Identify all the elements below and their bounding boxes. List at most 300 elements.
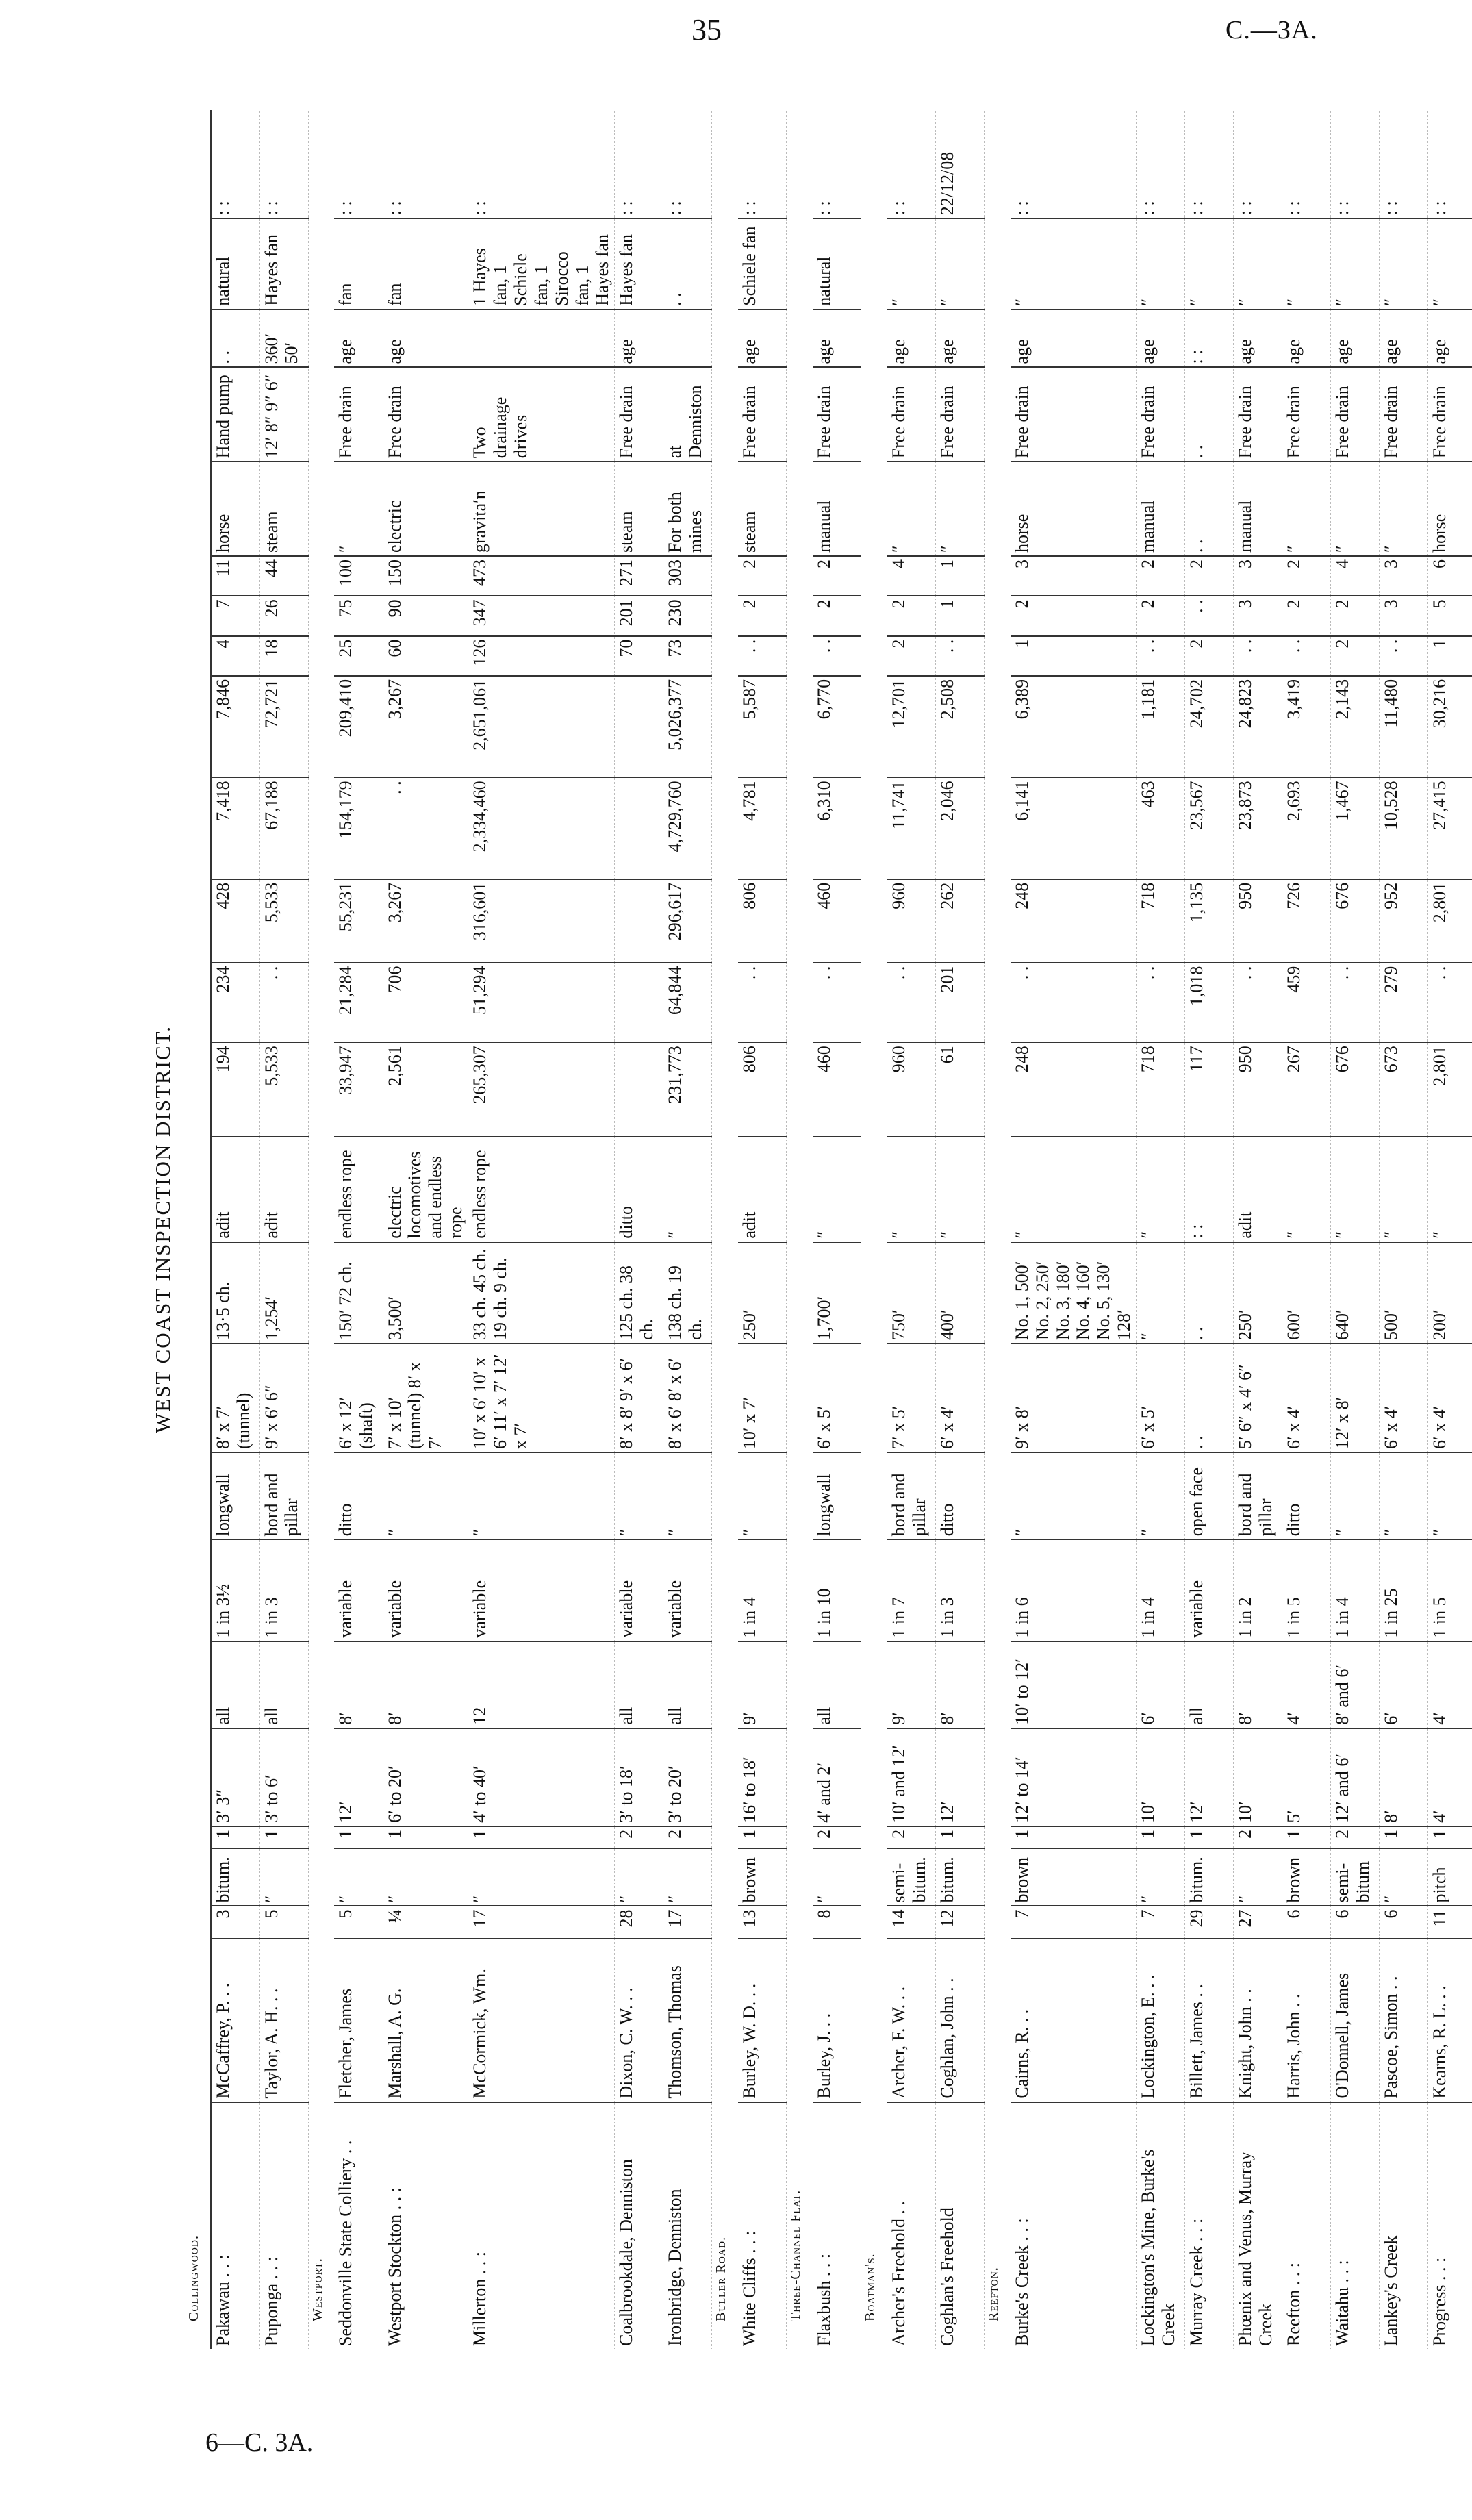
cell-distance: 500′ (1380, 1242, 1428, 1344)
cell-c3: 718 (1137, 879, 1185, 963)
cell-mine: Archer's Freehold . . (887, 2102, 936, 2349)
cell-d2: age (738, 310, 787, 368)
cell-owner: Dixon, C. W. . . (615, 1939, 663, 2102)
cell-worked: all (259, 1641, 308, 1728)
cell-worked: 8′ (383, 1641, 468, 1728)
cell-seams: 1 (1137, 1826, 1185, 1848)
cell-seams: 2 (887, 1826, 936, 1848)
cell-c6: . . (1380, 636, 1428, 676)
cell-c2: 1,018 (1185, 963, 1234, 1043)
cell-c8: 2 (1282, 556, 1331, 596)
cell-c8: 100 (334, 556, 383, 596)
cell-c6: . . (813, 636, 861, 676)
cell-remarks: : : (211, 110, 259, 218)
cell-worked: all (663, 1641, 712, 1728)
table-row (813, 110, 861, 2349)
cell-c2: 234 (211, 963, 259, 1043)
cell-c6: . . (1234, 636, 1282, 676)
cell-inclination: 1 in 5 (1282, 1539, 1331, 1641)
cell-c7: 90 (383, 596, 468, 635)
cell-distance: 200′ (1428, 1242, 1472, 1344)
cell-mine: Coghlan's Freehold (936, 2102, 985, 2349)
cell-inclination: variable (615, 1539, 663, 1641)
cell-power: ″ (1282, 462, 1331, 556)
cell-distance: ″ (1137, 1242, 1185, 1344)
cell-c1: 806 (738, 1042, 787, 1137)
cell-method: ditto (1282, 1452, 1331, 1539)
cell-owner: Harris, John . . (1282, 1939, 1331, 2102)
cell-c3: 806 (738, 879, 787, 963)
cell-c4: . . (383, 777, 468, 879)
cell-thickness: 10′ (1137, 1728, 1185, 1826)
cell-ventilation: ″ (887, 218, 936, 309)
cell-c5: 5,587 (738, 676, 787, 777)
cell-c4: 4,781 (738, 777, 787, 879)
cell-remarks: : : (1284, 201, 1304, 216)
table-row (1234, 110, 1282, 2349)
cell-thickness: 3′ to 18′ (615, 1728, 663, 1826)
cell-c6: 2 (1185, 636, 1234, 676)
cell-remarks: : : (1430, 201, 1450, 216)
cell-persons: 5 (334, 1906, 383, 1939)
cell-worked: all (813, 1641, 861, 1728)
cell-method: ″ (1137, 1452, 1185, 1539)
cell-c3: 428 (211, 879, 259, 963)
cell-c8: 303 (663, 556, 712, 596)
cell-method: ″ (738, 1452, 787, 1539)
cell-c8: 4 (1331, 556, 1380, 596)
cell-haulage: adit (211, 1137, 259, 1242)
cell-dims: 8′ x 6′ 8′ x 6′ (663, 1344, 712, 1452)
cell-owner: Marshall, A. G. (383, 1939, 468, 2102)
cell-mine: Ironbridge, Denniston (663, 2102, 712, 2349)
cell-persons: 17 (663, 1906, 712, 1939)
district-group-row (861, 110, 887, 2349)
cell-c1: 950 (1234, 1042, 1282, 1137)
cell-c2: . . (1137, 963, 1185, 1043)
cell-drainage: Free drain (1428, 367, 1472, 462)
cell-c3: 316,601 (468, 879, 615, 963)
cell-c8: 3 (1234, 556, 1282, 596)
cell-seams: 1 (1380, 1826, 1428, 1848)
cell-mine: Progress . . : (1428, 2102, 1472, 2349)
cell-thickness: 16′ to 18′ (738, 1728, 787, 1826)
cell-c1: 2,801 (1428, 1042, 1472, 1137)
cell-c4: 2,693 (1282, 777, 1331, 879)
cell-dims: 9′ x 6′ 6″ (259, 1344, 308, 1452)
cell-persons: 5 (259, 1906, 308, 1939)
cell-method: ″ (615, 1452, 663, 1539)
cell-method: bord and pillar (259, 1452, 308, 1539)
cell-thickness: 5′ (1282, 1728, 1331, 1826)
cell-c7: 75 (334, 596, 383, 635)
cell-inclination: 1 in 2 (1234, 1539, 1282, 1641)
cell-c4: 10,528 (1380, 777, 1428, 879)
cell-c4 (615, 777, 663, 879)
cell-c2: 64,844 (663, 963, 712, 1043)
table-row (1380, 110, 1428, 2349)
cell-c2: . . (1234, 963, 1282, 1043)
table-row (1282, 110, 1331, 2349)
cell-method: open face (1185, 1452, 1234, 1539)
cell-c8: 6 (1428, 556, 1472, 596)
cell-kind: ″ (334, 1848, 383, 1906)
cell-c8: 271 (615, 556, 663, 596)
cell-method: longwall (813, 1452, 861, 1539)
cell-c7: 2 (1331, 596, 1380, 635)
mines-table (185, 110, 1472, 2349)
cell-distance: 1,254′ (259, 1242, 308, 1344)
cell-mine: White Cliffs . . : (738, 2102, 787, 2349)
cell-worked: all (615, 1641, 663, 1728)
cell-dims: 6′ x 4′ (1428, 1344, 1472, 1452)
cell-ventilation: natural (813, 218, 861, 309)
cell-kind: brown (1011, 1848, 1137, 1906)
cell-c4: 7,418 (211, 777, 259, 879)
cell-power: ″ (1380, 462, 1428, 556)
cell-owner: Knight, John . . (1234, 1939, 1282, 2102)
cell-kind: brown (1282, 1848, 1331, 1906)
cell-c8: 44 (259, 556, 308, 596)
cell-worked: 8′ (1234, 1641, 1282, 1728)
cell-owner: Lockington, E. . . (1137, 1939, 1185, 2102)
table-row (1011, 110, 1137, 2349)
cell-mine: Westport Stockton . . : (383, 2102, 468, 2349)
cell-c6: 25 (334, 636, 383, 676)
cell-c1: 61 (936, 1042, 985, 1137)
cell-d2 (468, 310, 615, 368)
cell-c5: 3,419 (1282, 676, 1331, 777)
cell-persons: 13 (738, 1906, 787, 1939)
cell-drainage: Free drain (936, 367, 985, 462)
cell-c8: 2 (813, 556, 861, 596)
cell-seams: 1 (1282, 1826, 1331, 1848)
cell-c6: . . (1137, 636, 1185, 676)
cell-mine: Murray Creek . . : (1185, 2102, 1234, 2349)
cell-seams: 1 (738, 1826, 787, 1848)
cell-owner: Coghlan, John . . (936, 1939, 985, 2102)
cell-d2: age (1137, 310, 1185, 368)
cell-c5: 2,651,061 (468, 676, 615, 777)
cell-c7: 2 (738, 596, 787, 635)
cell-ventilation: 1 Hayes fan, 1 Schiele fan, 1 Sirocco fan, 1 Hayes fan (468, 218, 615, 309)
cell-persons: 28 (615, 1906, 663, 1939)
cell-drainage: Free drain (887, 367, 936, 462)
cell-persons: 27 (1234, 1906, 1282, 1939)
cell-owner: Taylor, A. H. . . (259, 1939, 308, 2102)
cell-c4: 4,729,760 (663, 777, 712, 879)
cell-power: ″ (334, 462, 383, 556)
cell-dims: 8′ x 8′ 9′ x 6′ (615, 1344, 663, 1452)
cell-c1 (615, 1042, 663, 1137)
cell-owner: Thomson, Thomas (663, 1939, 712, 2102)
cell-seams: 1 (334, 1826, 383, 1848)
cell-c5: 1,181 (1137, 676, 1185, 777)
cell-remarks: : : (1011, 201, 1032, 216)
cell-dims: . . (1185, 1344, 1234, 1452)
cell-method: ″ (1428, 1452, 1472, 1539)
cell-inclination: 1 in 4 (1331, 1539, 1380, 1641)
cell-c2: . . (259, 963, 308, 1043)
cell-c8: 2 (738, 556, 787, 596)
cell-haulage: ″ (1428, 1137, 1472, 1242)
cell-d2: 360′ 50′ (259, 310, 308, 368)
cell-d2: age (615, 310, 663, 368)
cell-dims: 6′ x 5′ (813, 1344, 861, 1452)
cell-c6: 70 (615, 636, 663, 676)
cell-thickness: 10′ and 12′ (887, 1728, 936, 1826)
cell-method: ″ (468, 1452, 615, 1539)
cell-c7: 2 (1137, 596, 1185, 635)
cell-c2 (615, 963, 663, 1043)
cell-c4: 154,179 (334, 777, 383, 879)
cell-inclination: 1 in 7 (887, 1539, 936, 1641)
cell-c4: 2,046 (936, 777, 985, 879)
cell-mine: Burke's Creek . . : (1011, 2102, 1137, 2349)
cell-power: horse (211, 462, 259, 556)
cell-c4: 27,415 (1428, 777, 1472, 879)
cell-thickness: 12′ (936, 1728, 985, 1826)
cell-inclination: 1 in 4 (738, 1539, 787, 1641)
cell-inclination: 1 in 10 (813, 1539, 861, 1641)
cell-seams: 1 (468, 1826, 615, 1848)
cell-ventilation: ″ (1185, 218, 1234, 309)
cell-c2: . . (887, 963, 936, 1043)
cell-thickness: 4′ to 40′ (468, 1728, 615, 1826)
cell-c7: 230 (663, 596, 712, 635)
cell-owner: Billett, James . . (1185, 1939, 1234, 2102)
district-group-label: Boatman's. (863, 2253, 878, 2321)
cell-c4: 2,334,460 (468, 777, 615, 879)
cell-power: steam (615, 462, 663, 556)
district-group-row (185, 110, 211, 2349)
cell-distance: 3,500′ (383, 1242, 468, 1344)
cell-remarks: : : (1235, 201, 1256, 216)
cell-dims: 6′ x 4′ (1380, 1344, 1428, 1452)
district-group-label: Three-Channel Flat. (788, 2189, 804, 2321)
cell-c5: 12,701 (887, 676, 936, 777)
cell-haulage: ″ (663, 1137, 712, 1242)
cell-distance: 1,700′ (813, 1242, 861, 1344)
cell-c4: 67,188 (259, 777, 308, 879)
cell-thickness: 4′ and 2′ (813, 1728, 861, 1826)
table-row (211, 110, 259, 2349)
cell-kind: semi-bitum. (887, 1848, 936, 1906)
cell-method: ″ (1011, 1452, 1137, 1539)
cell-c5: 2,143 (1331, 676, 1380, 777)
cell-power: steam (259, 462, 308, 556)
cell-method: bord and pillar (887, 1452, 936, 1539)
cell-c5: 72,721 (259, 676, 308, 777)
cell-drainage: 12′ 8″ 9″ 6″ (259, 367, 308, 462)
cell-ventilation: natural (211, 218, 259, 309)
cell-persons: 7 (1137, 1906, 1185, 1939)
cell-drainage: Free drain (1331, 367, 1380, 462)
cell-c7: 2 (887, 596, 936, 635)
cell-c7: 3 (1234, 596, 1282, 635)
cell-c8: 150 (383, 556, 468, 596)
cell-c2: . . (1011, 963, 1137, 1043)
cell-method: ditto (334, 1452, 383, 1539)
cell-remarks: : : (739, 201, 759, 216)
cell-worked: 9′ (738, 1641, 787, 1728)
cell-inclination: 1 in 4 (1137, 1539, 1185, 1641)
cell-kind: pitch (1428, 1848, 1472, 1906)
cell-ventilation: Hayes fan (615, 218, 663, 309)
cell-worked: 8′ (334, 1641, 383, 1728)
cell-c5: 6,389 (1011, 676, 1137, 777)
cell-c3: 55,231 (334, 879, 383, 963)
cell-c5: 5,026,377 (663, 676, 712, 777)
cell-c7: 2 (813, 596, 861, 635)
cell-c3: 248 (1011, 879, 1137, 963)
cell-c6: 1 (1428, 636, 1472, 676)
cell-c1: 718 (1137, 1042, 1185, 1137)
cell-c5: 30,216 (1428, 676, 1472, 777)
cell-inclination: variable (334, 1539, 383, 1641)
cell-thickness: 12′ (334, 1728, 383, 1826)
cell-thickness: 3′ to 20′ (663, 1728, 712, 1826)
cell-worked: 4′ (1428, 1641, 1472, 1728)
cell-c8: 3 (1380, 556, 1428, 596)
cell-dims: 6′ x 4′ (1282, 1344, 1331, 1452)
cell-haulage: ditto (615, 1137, 663, 1242)
cell-ventilation: ″ (1282, 218, 1331, 309)
cell-ventilation: ″ (1234, 218, 1282, 309)
cell-kind: ″ (259, 1848, 308, 1906)
cell-c3: 676 (1331, 879, 1380, 963)
cell-power: ″ (936, 462, 985, 556)
cell-ventilation: Schiele fan (738, 218, 787, 309)
cell-worked: 8′ (936, 1641, 985, 1728)
cell-power: steam (738, 462, 787, 556)
cell-thickness: 3′ to 6′ (259, 1728, 308, 1826)
cell-c2: 459 (1282, 963, 1331, 1043)
cell-power: electric (383, 462, 468, 556)
cell-remarks: : : (261, 201, 281, 216)
cell-c4: 11,741 (887, 777, 936, 879)
cell-c2: . . (738, 963, 787, 1043)
cell-haulage: adit (259, 1137, 308, 1242)
table-row (1137, 110, 1185, 2349)
cell-c7: 2 (1282, 596, 1331, 635)
cell-kind: brown (738, 1848, 787, 1906)
cell-kind: ″ (813, 1848, 861, 1906)
cell-persons: ¼ (383, 1906, 468, 1939)
cell-thickness: 12′ to 14′ (1011, 1728, 1137, 1826)
cell-persons: 12 (936, 1906, 985, 1939)
district-group-label: Collingwood. (186, 2235, 201, 2321)
cell-persons: 14 (887, 1906, 936, 1939)
cell-drainage: . . (1185, 367, 1234, 462)
cell-c3: 296,617 (663, 879, 712, 963)
cell-c1: 460 (813, 1042, 861, 1137)
cell-distance: 640′ (1331, 1242, 1380, 1344)
cell-drainage: Free drain (1011, 367, 1137, 462)
cell-kind: bitum. (1185, 1848, 1234, 1906)
page-number: 35 (691, 13, 722, 47)
cell-thickness: 12′ and 6′ (1331, 1728, 1380, 1826)
cell-mine: Pakawau . . : (211, 2102, 259, 2349)
table-row (615, 110, 663, 2349)
cell-c3: 726 (1282, 879, 1331, 963)
cell-seams: 1 (259, 1826, 308, 1848)
cell-c5: 209,410 (334, 676, 383, 777)
cell-c7: . . (1185, 596, 1234, 635)
table-row (887, 110, 936, 2349)
cell-method: ″ (1380, 1452, 1428, 1539)
cell-c3: 950 (1234, 879, 1282, 963)
cell-c1: 194 (211, 1042, 259, 1137)
table-title: WEST COAST INSPECTION DISTRICT. (151, 1025, 175, 1433)
cell-persons: 29 (1185, 1906, 1234, 1939)
cell-distance: . . (1185, 1242, 1234, 1344)
district-group-row (787, 110, 813, 2349)
cell-d2: age (1234, 310, 1282, 368)
cell-d2: age (1282, 310, 1331, 368)
cell-power: ″ (1331, 462, 1380, 556)
cell-inclination: 1 in 3½ (211, 1539, 259, 1641)
cell-seams: 1 (383, 1826, 468, 1848)
cell-haulage: adit (1234, 1137, 1282, 1242)
cell-thickness: 8′ (1380, 1728, 1428, 1826)
cell-ventilation: ″ (1011, 218, 1137, 309)
cell-thickness: 6′ to 20′ (383, 1728, 468, 1826)
cell-inclination: 1 in 3 (936, 1539, 985, 1641)
cell-mine: Lankey's Creek (1380, 2102, 1428, 2349)
cell-c4: 6,310 (813, 777, 861, 879)
cell-seams: 1 (211, 1826, 259, 1848)
cell-owner: Pascoe, Simon . . (1380, 1939, 1428, 2102)
cell-distance: 250′ (1234, 1242, 1282, 1344)
cell-c2: 21,284 (334, 963, 383, 1043)
cell-seams: 2 (1234, 1826, 1282, 1848)
cell-c2: . . (1331, 963, 1380, 1043)
cell-persons: 3 (211, 1906, 259, 1939)
cell-haulage: ″ (1011, 1137, 1137, 1242)
cell-kind: ″ (1234, 1848, 1282, 1906)
cell-power: manual (1137, 462, 1185, 556)
cell-drainage: Free drain (383, 367, 468, 462)
cell-inclination: variable (383, 1539, 468, 1641)
cell-c3: 5,533 (259, 879, 308, 963)
cell-c8: 3 (1011, 556, 1137, 596)
cell-c7: 2 (1011, 596, 1137, 635)
cell-seams: 1 (1185, 1826, 1234, 1848)
cell-worked: 8′ and 6′ (1331, 1641, 1380, 1728)
cell-haulage: ″ (1282, 1137, 1331, 1242)
cell-c6: 2 (887, 636, 936, 676)
cell-power: manual (1234, 462, 1282, 556)
cell-inclination: 1 in 25 (1380, 1539, 1428, 1641)
cell-dims: 10′ x 7′ (738, 1344, 787, 1452)
cell-remarks: : : (665, 201, 685, 216)
cell-kind: ″ (468, 1848, 615, 1906)
cell-haulage: ″ (1380, 1137, 1428, 1242)
cell-c1: 117 (1185, 1042, 1234, 1137)
cell-mine: Reefton . . : (1282, 2102, 1331, 2349)
cell-drainage: Free drain (1380, 367, 1428, 462)
cell-seams: 1 (1428, 1826, 1472, 1848)
cell-inclination: variable (468, 1539, 615, 1641)
cell-c1: 231,773 (663, 1042, 712, 1137)
cell-d2: age (1380, 310, 1428, 368)
cell-remarks: : : (813, 201, 834, 216)
cell-c2: 706 (383, 963, 468, 1043)
cell-seams: 2 (813, 1826, 861, 1848)
cell-inclination: 1 in 6 (1011, 1539, 1137, 1641)
cell-c3: 2,801 (1428, 879, 1472, 963)
